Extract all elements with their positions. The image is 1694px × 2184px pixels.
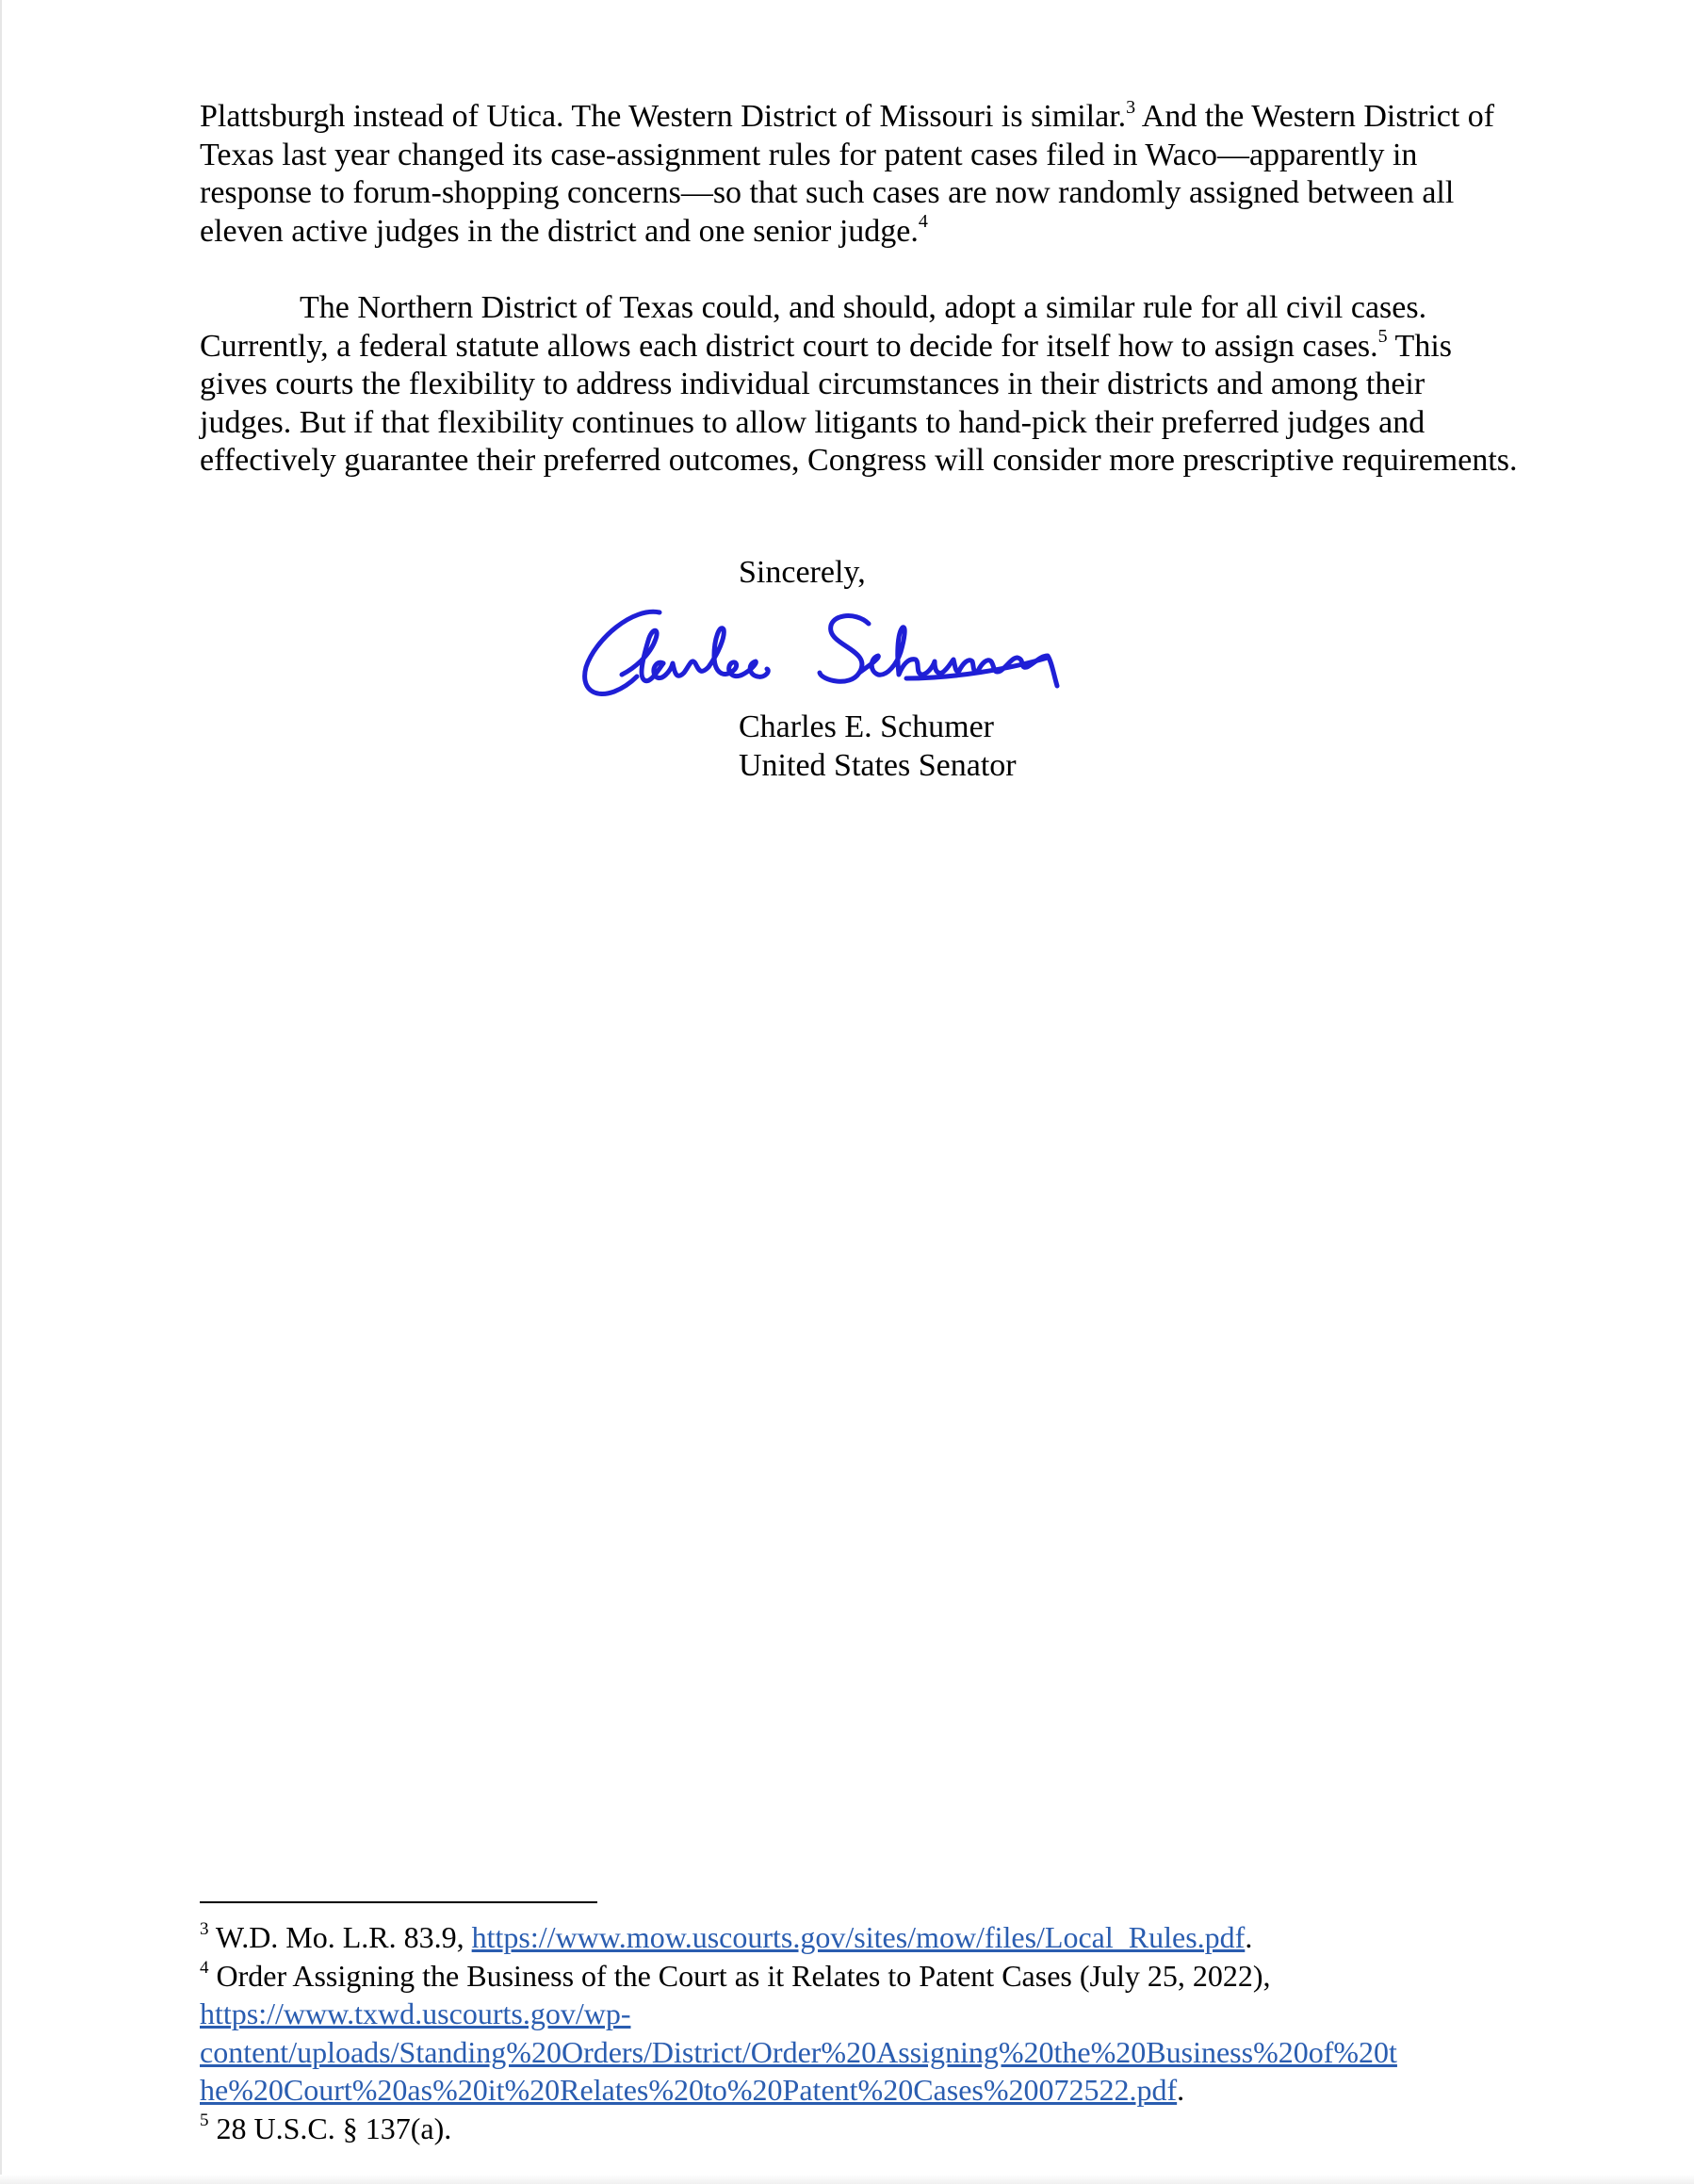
footnote-ref-5: 5 <box>1377 326 1388 348</box>
signer-title: United States Senator <box>739 747 1017 783</box>
footnote-3-link[interactable]: https://www.mow.uscourts.gov/sites/mow/files/Local_Rules.pdf <box>471 1920 1246 1954</box>
footnote-4-link-line-3[interactable]: he%20Court%20as%20it%20Relates%20to%20Patent%20Cases%20072522.pdf <box>200 2073 1178 2107</box>
signer-name: Charles E. Schumer <box>739 709 994 744</box>
footnote-4 <box>200 1957 1538 2110</box>
footnote-4-number: 4 <box>200 1957 209 1978</box>
paragraph-1-text-a: Plattsburgh instead of Utica. The Western District of Missouri is similar. <box>200 99 1127 134</box>
footnote-3 <box>200 1918 1538 1957</box>
signature-block <box>739 709 1017 785</box>
body-paragraph-1 <box>200 98 1519 251</box>
footnote-separator <box>200 1901 597 1903</box>
footnote-5-text: 28 U.S.C. § 137(a). <box>208 2111 452 2145</box>
footnote-5 <box>200 2110 1538 2148</box>
paragraph-2-text-b: This gives courts the flexibility to address individual circumstances in their districts and among their judges. But if that flexibility continues to allow litigants to hand-pick their preferred judges and effectively guarantee their preferred outcomes, Congress will consider more prescriptive requirements. <box>200 328 1518 478</box>
footnote-4-link-line-2[interactable]: content/uploads/Standing%20Orders/District/Order%20Assigning%20the%20Business%20of%20t <box>200 2034 1397 2069</box>
page-left-edge <box>0 0 2 2184</box>
footnote-4-period: . <box>1177 2073 1185 2107</box>
footnote-4-link-line-1[interactable]: https://www.txwd.uscourts.gov/wp- <box>200 1997 631 2030</box>
footnotes <box>200 1918 1538 2147</box>
footnote-3-period: . <box>1245 1920 1253 1954</box>
footnote-ref-3: 3 <box>1126 96 1136 118</box>
footnote-ref-4: 4 <box>918 211 928 233</box>
closing-salutation: Sincerely, <box>739 555 866 590</box>
paragraph-1-text-b: And the Western District of Texas last year changed its case-assignment rules for patent cases filed in Waco—apparently in response to forum-shopping concerns—so that such cases are now randomly assigned between all eleven active judges in the district and one senior judge. <box>200 99 1495 249</box>
body-paragraph-2 <box>200 289 1519 481</box>
footnote-3-text: W.D. Mo. L.R. 83.9, <box>208 1920 472 1954</box>
footnote-5-number: 5 <box>200 2110 209 2130</box>
handwritten-signature <box>577 601 1104 714</box>
footnote-4-text: Order Assigning the Business of the Court as it Relates to Patent Cases (July 25, 2022), <box>208 1958 1271 1993</box>
paragraph-2-text-a: The Northern District of Texas could, and should, adopt a similar rule for all civil cases. Currently, a federal statute allows each district court to decide for itself how to assign cases. <box>200 290 1427 364</box>
footnote-3-number: 3 <box>200 1919 209 1940</box>
page-bottom-edge <box>0 2175 1694 2184</box>
